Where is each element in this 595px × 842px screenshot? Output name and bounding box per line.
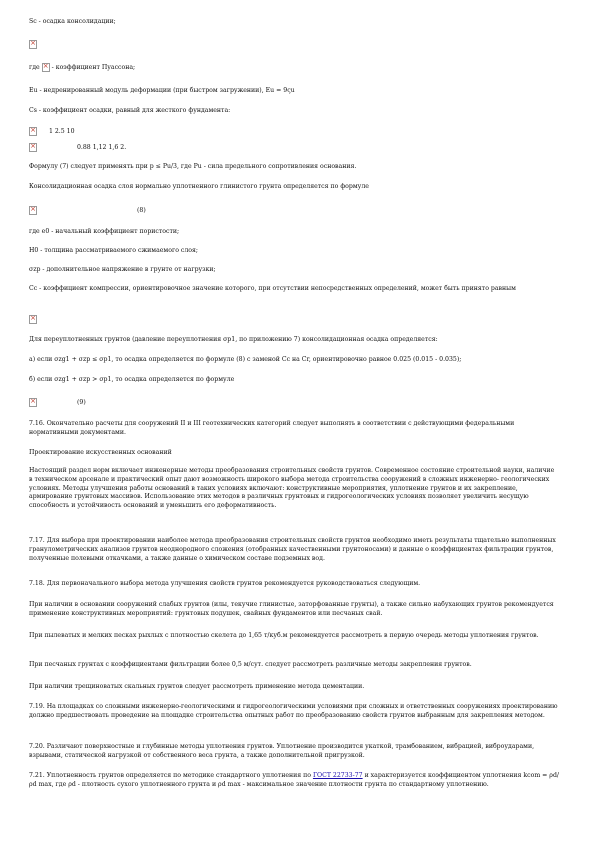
text-szp: σzp - дополнительное напряжение в грунте от нагрузки; bbox=[29, 266, 216, 273]
text-formula7: Формулу (7) следует применять при p ≤ Pu/3, где Pu - сила предельного сопротивления основания. bbox=[29, 163, 357, 170]
broken-image-icon bbox=[29, 127, 37, 136]
equation-8-line: × (8) bbox=[29, 206, 559, 216]
text-cs: Cs - коэффициент осадки, равный для жесткого фундамента: bbox=[29, 107, 231, 114]
formula-image-line bbox=[29, 40, 559, 50]
broken-image-icon bbox=[29, 206, 37, 215]
paragraph-7-16: 7.16. Окончательно расчеты для сооружений II и III геотехнических категорий следует выполнять в соответствии с действующими федеральными нормативными документами. bbox=[29, 420, 515, 436]
text-cc: Cc - коэффициент компрессии, ориентировочное значение которого, при отсутствии непосредственных определений, может быть принято равным bbox=[29, 285, 516, 292]
broken-image-icon bbox=[42, 63, 50, 72]
broken-image-icon bbox=[29, 398, 37, 407]
broken-image-icon bbox=[29, 40, 37, 49]
table-row-1: × 1 2.5 10 bbox=[29, 127, 559, 137]
section-heading: Проектирование искусственных оснований bbox=[29, 449, 172, 456]
text-sc: Sc - осадка консолидации; bbox=[29, 18, 116, 25]
text-consolidation: Консолидационная осадка слоя нормально уплотненного глинистого грунта определяется по формуле bbox=[29, 183, 369, 190]
cc-image-line bbox=[29, 315, 559, 325]
broken-image-icon bbox=[29, 143, 37, 152]
paragraph-7-20: 7.20. Различают поверхностные и глубинные методы уплотнения грунтов. Уплотнение производится укаткой, трамбованием, вибрацией, виброударами, взрывами, статической нагрузкой от собственного веса грунта, а также дополнительной пригрузкой. bbox=[29, 743, 535, 759]
text-case-a: а) если σzg1 + σzp ≤ σp1, то осадка определяется по формуле (8) с заменой Cc на Cr, ориентировочно равное 0.025 (0.015 - 0.035); bbox=[29, 356, 462, 363]
text-case-b: б) если σzg1 + σzp > σp1, то осадка определяется по формуле bbox=[29, 376, 235, 383]
paragraph-7-19: 7.19. На площадках со сложными инженерно-геологическими и гидрогеологическими условиями при сложных и ответственных сооружениях проектированию должно предшествовать проведение на площадке строительства опытных работ по преобразованию свойств грунтов выбранным для закрепления методом. bbox=[29, 703, 558, 719]
paragraph-weak-soils: При наличии в основании сооружений слабых грунтов (илы, текучие глинистые, заторфованные грунты), а также сильно набухающих грунтов рекомендуется применение конструктивных мероприятий: грунтовых подушек, свайных фундаментов или песчаных свай. bbox=[29, 601, 554, 617]
broken-image-icon bbox=[29, 315, 37, 324]
paragraph-intro: Настоящий раздел норм включает инженерные методы преобразования строительных свойств грунтов. Современное состояние строительной науки, наличие в техническом арсенале и практический опыт дают возможность широкого выбора метода строительства сооружений в сложных инженерно- геологических условиях. Методы улучшения работы оснований в таких условиях включают: конструктивные мероприятия, уплотнение грунтов и их закрепление, армирование грунтовых массивов. Использование этих методов в различных грунтовых и гидрогеологических условиях позволяет увеличить несущую способность и устойчивость оснований и уменьшить его деформативность. bbox=[29, 467, 555, 510]
paragraph-fractured-rock: При наличии трещиноватых скальных грунтов следует рассмотреть применение метода цементации. bbox=[29, 683, 365, 690]
gost-link[interactable]: ГОСТ 22733-77 bbox=[312, 772, 363, 779]
paragraph-7-21: 7.21. Уплотненность грунтов определяется по методике стандартного уплотнения по ГОСТ 22733-77 и характеризуется коэффициентом уплотнения kcom = ρd/ρd max, где ρd - плотность сухого уплотненного грунта и ρd max - максимальное значение плотности грунта по стандартному уплотнению. bbox=[29, 772, 559, 788]
equation-9-line: × (9) bbox=[29, 398, 559, 408]
text-gde-puasson: где × - коэффициент Пуассона; bbox=[29, 63, 559, 73]
text-e0: где e0 - начальный коэффициент пористости; bbox=[29, 228, 180, 235]
table-row-2: × 0.88 1,12 1,6 2. bbox=[29, 143, 559, 153]
paragraph-sandy-soils: При песчаных грунтах с коэффициентами фильтрации более 0,5 м/сут. следует рассмотреть различные методы закрепления грунтов. bbox=[29, 661, 472, 668]
paragraph-silty-sands: При пылеватых и мелких песках рыхлых с плотностью скелета до 1,65 т/куб.м рекомендуется рассмотреть в первую очередь методы уплотнения грунтов. bbox=[29, 632, 539, 639]
text-eu: Eu - недренированный модуль деформации (при быстром загружении), Eu = 9ςu bbox=[29, 87, 295, 94]
paragraph-7-18: 7.18. Для первоначального выбора метода улучшения свойств грунтов рекомендуется руководствоваться следующим. bbox=[29, 580, 421, 587]
text-h0: H0 - толщина рассматриваемого сжимаемого слоя; bbox=[29, 247, 199, 254]
text-overconsolidated: Для переуплотненных грунтов (давление переуплотнения σp1, по приложению 7) консолидационная осадка определяется: bbox=[29, 336, 438, 343]
paragraph-7-17: 7.17. Для выбора при проектировании наиболее метода преобразования строительных свойств грунтов необходимо иметь результаты тщательно выполненных гранулометрических анализов грунтов неоднородного сложения (отобранных качественными грунтоносами) и данные о коэффициентах фильтрации грунтов, полученные полевыми откачками, а также данные о химическом составе подземных вод. bbox=[29, 537, 556, 562]
